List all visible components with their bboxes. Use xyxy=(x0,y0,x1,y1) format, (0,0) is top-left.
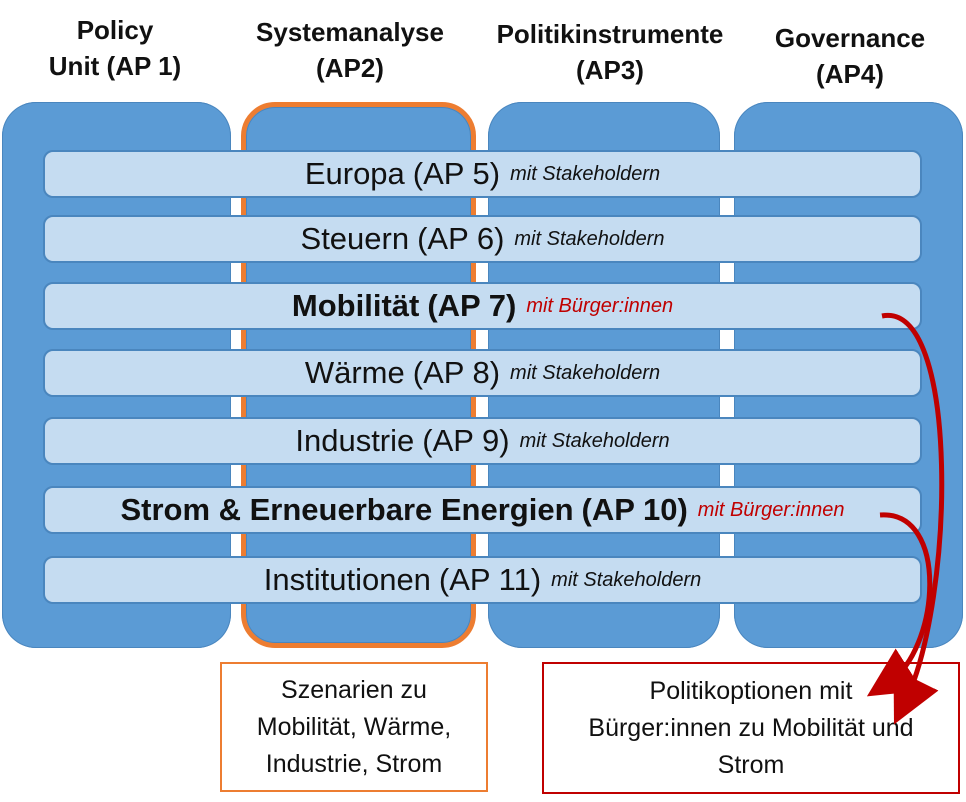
row-note: mit Stakeholdern xyxy=(551,568,702,591)
column-header-policy-unit xyxy=(20,12,210,84)
row-name: Mobilität xyxy=(291,288,420,323)
row-name: Wärme xyxy=(304,355,405,390)
row-strom xyxy=(43,486,922,534)
row-ap xyxy=(582,492,688,528)
row-industrie xyxy=(43,417,922,465)
output-line1: Szenarien zu xyxy=(281,675,427,704)
column-header-line2: (AP2) xyxy=(316,53,384,83)
row-mobilitaet xyxy=(43,282,922,330)
output-box-scenarios xyxy=(220,662,488,792)
row-note: mit Bürger:innen xyxy=(697,498,845,521)
column-header-line2: (AP4) xyxy=(816,59,884,89)
output-line1: Politikoptionen mit xyxy=(649,676,853,705)
row-name: Strom & Erneuerbare Energien xyxy=(120,492,574,527)
column-header-line1: Politikinstrumente xyxy=(496,19,724,49)
row-name: Europa xyxy=(304,156,405,191)
column-header-line1: Policy xyxy=(76,15,154,45)
column-header-politikinstrumente xyxy=(476,16,744,88)
row-institutionen xyxy=(43,556,922,604)
output-line3: Strom xyxy=(717,750,785,779)
row-note: mit Stakeholdern xyxy=(519,429,670,452)
row-ap: (AP 11) xyxy=(438,562,542,597)
row-note: mit Stakeholdern xyxy=(510,361,661,384)
column-header-governance xyxy=(752,20,948,92)
row-ap: (AP 5) xyxy=(412,156,501,191)
row-europa xyxy=(43,150,922,198)
row-ap: (AP 9) xyxy=(422,423,510,458)
row-ap-text: (AP 7) xyxy=(427,288,517,323)
column-header-line2: (AP3) xyxy=(576,55,644,85)
column-header-systemanalyse xyxy=(240,14,460,86)
output-line2: Bürger:innen zu Mobilität und xyxy=(588,713,914,742)
column-header-line1: Governance xyxy=(774,23,926,53)
output-line3: Industrie, Strom xyxy=(265,749,443,778)
row-name: Institutionen xyxy=(263,562,431,597)
row-ap xyxy=(427,288,516,324)
row-name: Industrie xyxy=(295,423,415,458)
row-ap-text: (AP 10) xyxy=(581,492,688,527)
output-box-policy-options xyxy=(542,662,960,794)
column-header-line1: Systemanalyse xyxy=(256,17,444,47)
output-line2: Mobilität, Wärme, xyxy=(256,712,452,741)
row-note: mit Stakeholdern xyxy=(510,162,661,185)
column-header-line2: Unit (AP 1) xyxy=(48,51,182,81)
row-note: mit Bürger:innen xyxy=(526,294,674,317)
row-note: mit Stakeholdern xyxy=(514,227,665,250)
row-waerme xyxy=(43,349,922,397)
row-steuern xyxy=(43,215,922,263)
row-ap: (AP 6) xyxy=(417,221,505,256)
row-name: Steuern xyxy=(300,221,410,256)
row-ap: (AP 8) xyxy=(412,355,501,390)
